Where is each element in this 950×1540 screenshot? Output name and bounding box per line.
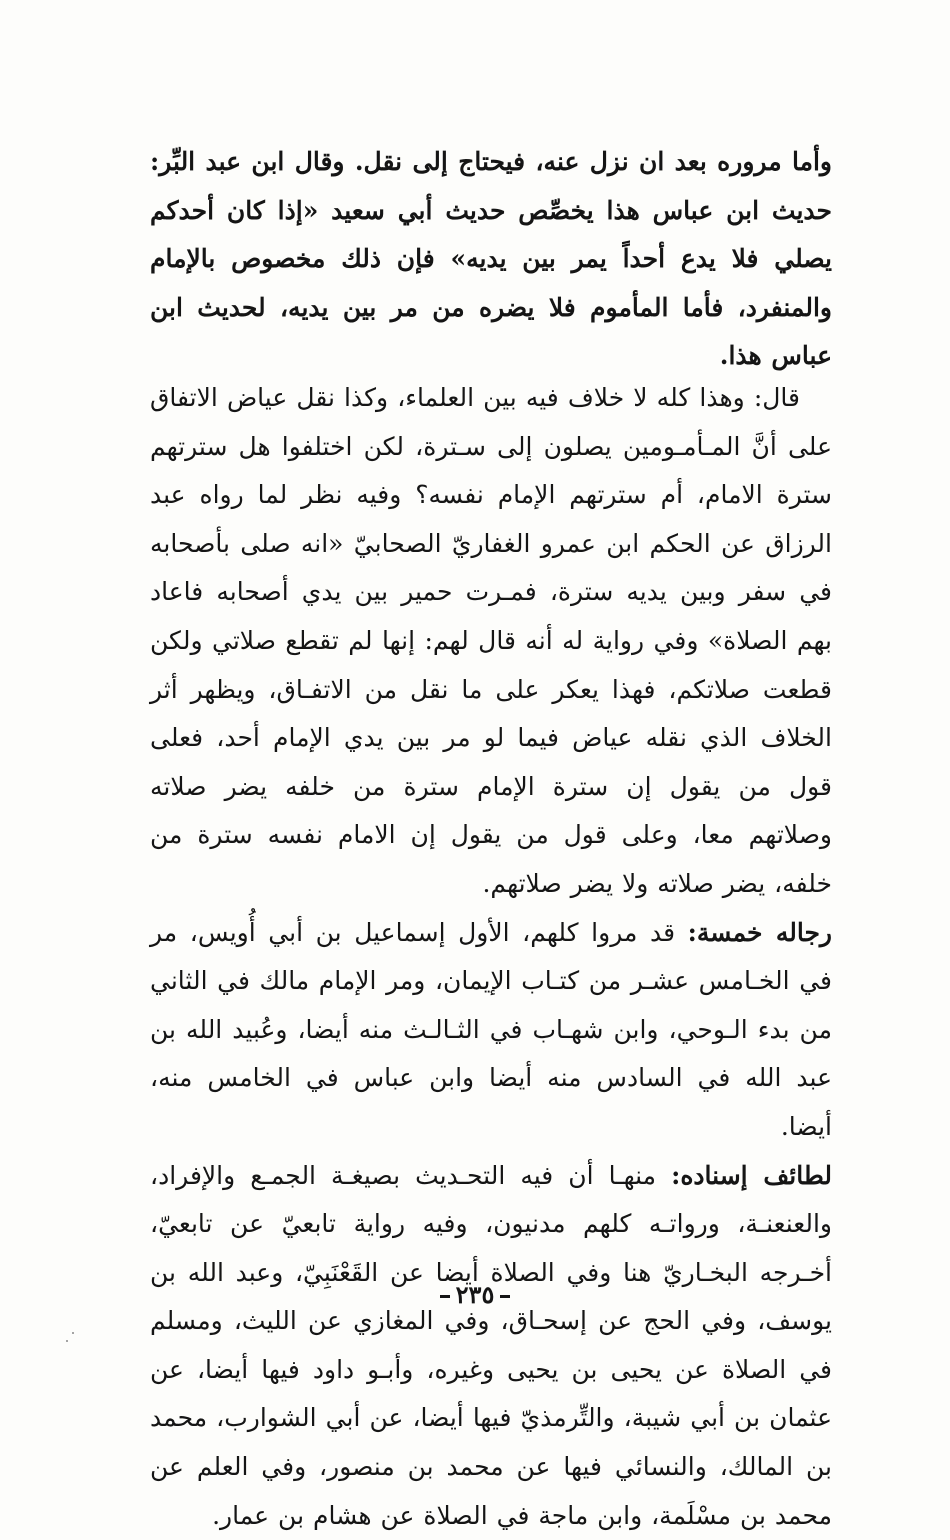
text-line: صلاته ولا يضر صلاتهم. [482,869,713,898]
scan-speck [72,1332,74,1334]
paragraph-qala [150,374,832,909]
text-line: منهـا أن فيه التحـديث بصيغـة الجمـع والإفراد، [150,1161,671,1190]
paragraph-narrators [150,909,832,1152]
scan-speck [66,1340,68,1342]
text-line: قد مروا كلهم، الأول إسماعيل بن أبي أُويس، مر في [150,918,832,996]
text-line: الـوحي، وابن شهـاب في الثـالـث منه أيضا، وعُبيد الله بن عبد الله في [150,1015,832,1093]
page-number [0,1280,950,1310]
text-line: ابن عباس هذا يخصِّص حديث أبي سعيد «إذا كان أحدكم يصلي فلا يدع [150,196,832,274]
text-line: يضره من مر بين يديه، لحديث ابن عباس هذا. [150,293,832,371]
text-line: البخـاريّ هنا وفي الصلاة أيضا عن القَعْنَبِيّ، وعبد الله بن يوسف، وفي [150,1258,832,1336]
text-line: الخـامس عشـر من كتـاب الإيمان، ومر الإمام مالك في الثاني من بدء [150,966,832,1044]
text-line: ابن عمرو الغفاريّ الصحابيّ «انه صلى بأصحابه في سفر وبين يديه سترة، [150,529,832,607]
text-line: وأما مروره بعد ان نزل عنه، فيحتاج إلى نقل. وقال ابن عبد البِّر: حديث [150,147,832,225]
text-line: قال: وهذا كله لا خلاف فيه بين العلماء، وكذا نقل عياض الاتفاق [150,383,800,412]
text-line: يحيى بن يحيى وغيره، وأبـو داود فيها أيضا، عن عثمان بن أبي شيبة، [150,1355,832,1433]
paragraph-isnad-notes [150,1152,832,1540]
text-line: فمـرت حمير بين يدي أصحابه فاعاد بهم الصلاة» وفي رواية له أنه قال [150,577,832,655]
text-line: الامام، أم سترتهم الإمام نفسه؟ وفيه نظر لما رواه عبد الرزاق عن الحكم [150,480,832,558]
text-line: على أنَّ المـأمـومين يصلون إلى سـترة، لكن اختلفوا هل سترتهم سترة [150,432,832,510]
text-line: الحج عن إسحـاق، وفي المغازي عن الليث، ومسلم في الصلاة عن [150,1306,832,1384]
page-number-dash-right [440,1295,450,1298]
text-line: والعنعنـة، ورواتـه كلهم مدنيون، وفيه رواية تابعيّ عن تابعيّ، أخـرجه [150,1209,832,1287]
page-number-dash-left [500,1295,510,1298]
text-line: لهم: إنها لم تقطع صلاتي ولكن قطعت صلاتكم، فهذا يعكر على ما نقل [150,626,832,704]
text-line: أحداً يمر بين يديه» فإن ذلك مخصوص بالإمام والمنفرد، فأما المأموم فلا [150,244,832,322]
text-line: عن محمد بن منصور، وفي العلم عن محمد بن مسْلَمة، وابن ماجة في [150,1452,832,1530]
text-line: من الاتفـاق، ويظهر أثر الخلاف الذي نقله عياض فيما لو مر بين يدي [150,675,832,753]
text-line: الإمام أحد، فعلى قول من يقول إن سترة الإمام سترة من خلفه يضر صلاته [150,723,832,801]
paragraph-opening [150,138,832,332]
text-line: السادس منه أيضا وابن عباس في الخامس منه، أيضا. [150,1063,832,1141]
text-line: والتِّرمذيّ فيها أيضا، عن أبي الشوارب، محمد بن المالك، والنسائي فيها [150,1403,832,1481]
text-line: الصلاة عن هشام بن عمار. [212,1501,488,1530]
section-heading-isnad: لطائف إسناده: [671,1161,832,1190]
section-heading-narrators: رجاله خمسة: [688,918,832,947]
page-body [150,138,832,1540]
text-line: وصلاتهم معا، وعلى قول من يقول إن الامام نفسه سترة من خلفه، يضر [150,820,832,898]
page-number-value: ٢٣٥ [456,1280,495,1309]
